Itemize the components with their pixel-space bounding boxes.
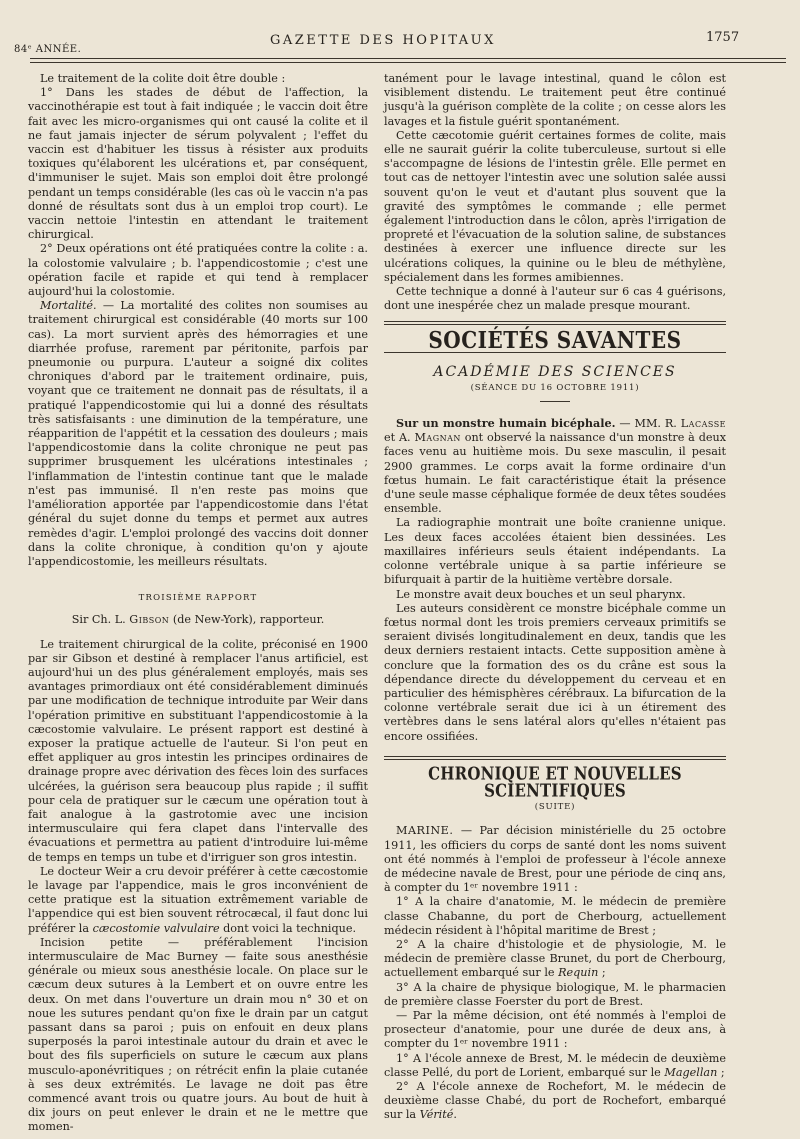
paragraph: Cette technique a donné à l'auteur sur 6 cas 4 guérisons, dont une inespérée chez un malade presque mourant. <box>384 285 726 313</box>
paragraph: Cette cæcotomie guérit certaines formes de colite, mais elle ne saurait guérir la colite tuberculeuse, surtout si elle s'accompagne de lésions de l'intestin grêle. Elle permet en tout cas de nettoyer l'intestin avec une solution salée aussi souvent qu'on le veut et d'autant plus souvent que la gravité des symptômes le commande ; elle permet également l'introduction dans le côlon, après l'irrigation de propreté et l'évacuation de la solution saline, de substances destinées à exercer une influence directe sur les ulcérations coliques, la quinine ou le bleu de méthylène, spécialement dans les formes amibiennes. <box>384 128 726 284</box>
academy-title: ACADÉMIE DES SCIENCES <box>433 363 677 380</box>
paragraph: Les auteurs considèrent ce monstre bicéphale comme un fœtus normal dont les trois premiers cerveaux primitifs se seraient divisés longitudinalement en deux, tandis que les deux derniers restaient intacts. Cette supposition amène à conclure que la formation des os du crâne est sous la dépendance directe du développement du cerveau et en particulier des hémisphères cérébraux. La bifurcation de la colonne vertébrale serait due ici à un étirement des vertèbres dans le sens latéral alors qu'elles n'étaient pas encore ossifiées. <box>384 601 726 743</box>
header-rule <box>30 58 786 59</box>
paragraph: Mortalité. — La mortalité des colites non soumises au traitement chirurgical est considérable (40 morts sur 100 cas). La mort survient après des hémorragies et une diarrhée profuse, rarement par péritonite, parfois par pneumonie ou purpura. L'auteur a soigné dix colites chroniques d'abord par le traitement ordinaire, puis, voyant que ce traitement ne donnait pas de résultats, il a pratiqué l'appendicostomie qui lui a donné des résultats très satisfaisants : une diminution de la température, une réapparition de l'appétit et la cessation des douleurs ; mais l'appendicostomie dans la colite chronique ne peut pas supprimer brusquement les ulcérations intestinales ; l'inflammation de l'intestin continue tant que le malade n'est pas immunisé. Il n'en reste pas moins que l'amélioration apportée par l'appendicostomie dans l'état général du sujet donne du temps et permet aux autres remèdes d'agir. L'emploi prolongé des vaccins doit donner dans la colite chronique, à condition qu'on y ajoute l'appendicostomie, les meilleurs résultats. <box>28 299 368 568</box>
paragraph: 2° A l'école annexe de Rochefort, M. le médecin de deuxième classe Chabé, du port de Rochefort, embarqué sur la Vérité. <box>384 1080 726 1122</box>
right-column <box>384 72 726 1123</box>
seance-date: (SÉANCE DU 16 OCTOBRE 1911) <box>470 382 640 393</box>
paragraph: MARINE. — Par décision ministérielle du 25 octobre 1911, les officiers du corps de santé dont les noms suivent ont été nommés à l'emploi de professeur à l'école annexe de médecine navale de Brest, pour une période de cinq ans, à compter du 1ᵉʳ novembre 1911 : <box>384 824 726 895</box>
suite-label: (SUITE) <box>534 802 576 813</box>
section-title: SOCIÉTÉS SAVANTES <box>428 326 682 355</box>
page-number: 1757 <box>706 30 740 45</box>
chronique-title: CHRONIQUE ET NOUVELLES SCIENTIFIQUES <box>428 762 682 802</box>
paragraph: La radiographie montrait une boîte cranienne unique. Les deux faces accolées étaient bien dessinées. Les maxillaires inférieurs seuls étaient indépendants. La colonne vertébrale unique à sa partie inférieure se bifurquait à partir de la huitième vertèbre dorsale. <box>384 516 726 587</box>
header-rule <box>30 62 786 63</box>
paragraph: 2° Deux opérations ont été pratiquées contre la colite : a. la colostomie valvulaire ; b. l'appendicostomie ; c'est une opération facile et rapide et qui tend à remplacer aujourd'hui la colostomie. <box>28 242 368 299</box>
paragraph: 3° A la chaire de physique biologique, M. le pharmacien de première classe Foerster du port de Brest. <box>384 980 726 1008</box>
paragraph: tanément pour le lavage intestinal, quand le côlon est visiblement distendu. Le traitement peut être continué jusqu'à la guérison complète de la colite ; on cesse alors les lavages et la fistule guérit spontanément. <box>384 72 726 128</box>
paragraph: 1° Dans les stades de début de l'affection, la vaccinothérapie est tout à fait indiquée ; le vaccin doit être fait avec les micro-organismes qui ont causé la colite et il ne faut jamais injecter de sérum polyvalent ; l'effet du vaccin est d'habituer les tissus à résister aux produits toxiques qu'élaborent les ulcérations et, par conséquent, d'immuniser le sujet. Mais son emploi doit être prolongé pendant un temps considérable (les cas où le vaccin n'a pas donné de résultats sont dus à un emploi trop court). Le vaccin nettoie l'intestin en attendant le traitement chirurgical. <box>28 86 368 242</box>
year-label: 84ᵉ ANNÉE. <box>14 44 82 55</box>
paragraph: Le traitement chirurgical de la colite, préconisé en 1900 par sir Gibson et destiné à remplacer l'anus artificiel, est aujourd'hui un des plus généralement employés, mais ses avantages primordiaux ont été considérablement diminués par une modification de technique introduite par Weir dans l'opération primitive en substituant l'appendicostomie à la cæcostomie valvulaire. Le présent rapport est destiné à exposer la pratique actuelle de l'auteur. Si l'on peut en effet appliquer au gros intestin les principes ordinaires de drainage propre avec dérivation des fèces loin des surfaces ulcérées, la guérison sera beaucoup plus rapide ; il suffit pour cela de pratiquer sur le cæcum une opération tout à fait analogue à la gastrotomie avec une incision intermusculaire qui fera clapet dans l'intervalle des évacuations et permettra au patient d'introduire lui-même de temps en temps un tube et d'irriguer son gros intestin. <box>28 637 368 864</box>
paragraph: Incision petite — préférablement l'incision intermusculaire de Mac Burney — faite sous anesthésie générale ou mieux sous anesthésie locale. On place sur le cæcum deux sutures à la Lembert et on ouvre entre les deux. On met dans l'ouverture un drain mou n° 30 et on noue les sutures pendant qu'on fixe le drain par un catgut passant dans sa paroi ; puis on enfouit en deux plans superposés la paroi intestinale autour du drain et avec le bout des fils superficiels on suture le cæcum aux plans musculo-aponévritiques ; on rétrécit enfin la plaie cutanée à ses deux extrémités. Le lavage ne doit pas être commencé avant trois ou quatre jours. Au bout de huit à dix jours on peut enlever le drain et ne le mettre que momen- <box>28 935 368 1134</box>
paragraph: Le traitement de la colite doit être double : <box>40 72 286 85</box>
paragraph: 2° A la chaire d'histologie et de physiologie, M. le médecin de première classe Brunet, du port de Cherbourg, actuellement embarqué sur le Requin ; <box>384 937 726 980</box>
paragraph: — Par la même décision, ont été nommés à l'emploi de prosecteur d'anatomie, pour une durée de deux ans, à compter du 1ᵉʳ novembre 1911 : <box>384 1008 726 1051</box>
short-rule <box>540 401 570 402</box>
article-paragraph: Sur un monstre humain bicéphale. — MM. R. Lacasse et A. Magnan ont observé la naissance d'un monstre à deux faces venu au huitième mois. Du sexe masculin, il pesait 2900 grammes. Le corps avait la forme ordinaire d'un fœtus humain. Le fait caractéristique était la présence d'une seule masse céphalique formée de deux têtes soudées ensemble. <box>384 416 727 516</box>
page-title: GAZETTE DES HOPITAUX <box>270 33 496 48</box>
paragraph: Le monstre avait deux bouches et un seul pharynx. <box>396 587 686 601</box>
marine-lead: MARINE. <box>396 824 454 838</box>
rapport-byline: Sir Ch. L. Gibson (de New-York), rapporteur. <box>71 613 325 627</box>
article-title: Sur un monstre humain bicéphale. <box>396 416 616 431</box>
left-column <box>28 72 368 1135</box>
mortalite-lead: Mortalité. <box>40 299 97 313</box>
section-rule <box>384 756 726 760</box>
paragraph: Le docteur Weir a cru devoir préférer à cette cæcostomie le lavage par l'appendice, mais le gros inconvénient de cette pratique est la situation extrêmement variable de l'appendice qui est bien souvent rétrocæcal, il faut donc lui préférer la cæcostomie valvulaire dont voici la technique. <box>28 864 368 935</box>
rapport-heading: TROISIÈME RAPPORT <box>138 593 258 604</box>
paragraph: 1° A la chaire d'anatomie, M. le médecin de première classe Chabanne, du port de Cherbourg, actuellement médecin résident à l'hôpital maritime de Brest ; <box>384 895 726 937</box>
section-rule <box>384 321 726 325</box>
paragraph: 1° A l'école annexe de Brest, M. le médecin de deuxième classe Pellé, du port de Lorient, embarqué sur le Magellan ; <box>384 1051 726 1079</box>
